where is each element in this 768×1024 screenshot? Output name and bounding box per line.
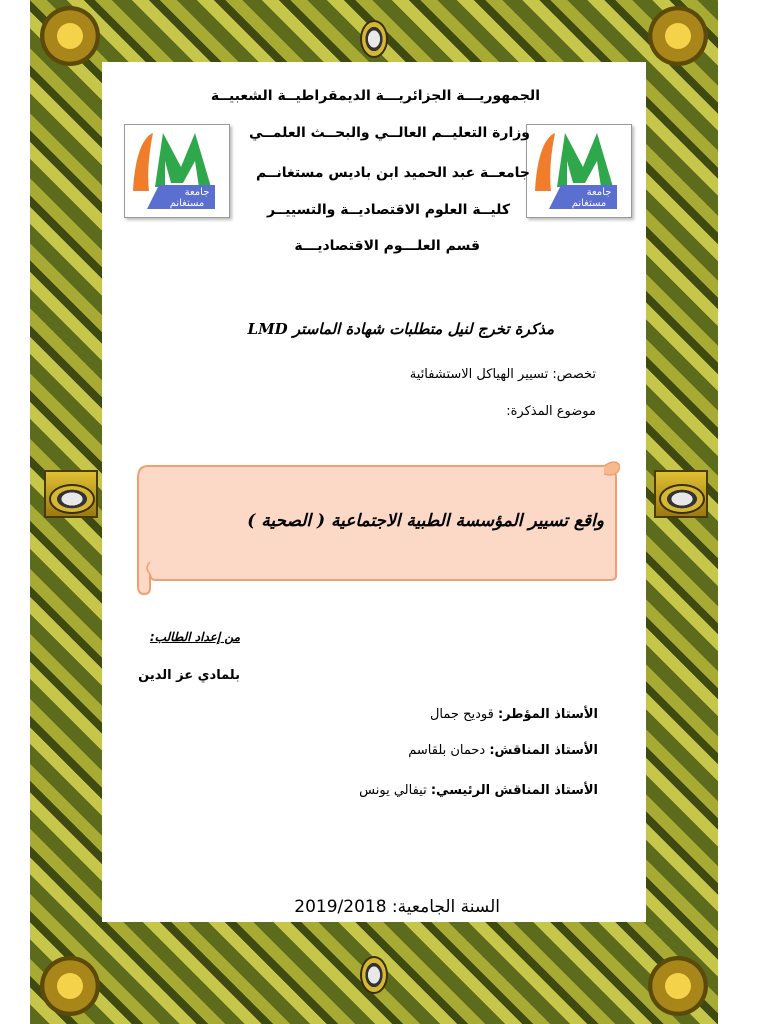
corner-ornament-top-left	[40, 6, 100, 66]
svg-text:مستغانم: مستغانم	[169, 198, 205, 209]
subject-title: واقع تسيير المؤسسة الطبية الاجتماعية ( الصحية )	[247, 511, 604, 531]
header-ministry: وزارة التعليــم العالــي والبحــث العلمــي	[249, 125, 530, 141]
chief-examiner-label: الأستاذ المناقش الرئيسي:	[430, 783, 598, 798]
oval-ornament-bottom	[360, 956, 388, 994]
examiner-name: دحمان بلقاسم	[408, 743, 486, 758]
header-faculty: كليــة العلوم الاقتصاديــة والتسييــر	[266, 202, 510, 218]
oval-ornament-right	[659, 484, 705, 514]
university-logo-graphic	[527, 125, 631, 217]
corner-ornament-bottom-right	[648, 956, 708, 1016]
svg-text:جامعة: جامعة	[184, 187, 210, 198]
supervisor-label: الأستاذ المؤطر:	[497, 707, 598, 722]
examiner-row	[380, 743, 598, 758]
subject-label: موضوع المذكرة:	[506, 404, 596, 419]
academic-year: السنة الجامعية: 2019/2018	[294, 897, 500, 917]
examiner-label: الأستاذ المناقش:	[489, 743, 598, 758]
corner-ornament-bottom-left	[40, 956, 100, 1016]
svg-text:مستغانم: مستغانم	[571, 198, 607, 209]
header-university: جامعــة عبد الحميد ابن باديس مستغانــم	[255, 165, 530, 181]
university-logo-left	[124, 124, 230, 218]
specialty: تخصص: تسيير الهياكل الاستشفائية	[409, 367, 596, 382]
university-logo-right	[526, 124, 632, 218]
oval-ornament-left	[49, 484, 95, 514]
oval-ornament-top	[360, 20, 388, 58]
chief-examiner-name: تيفالي يونس	[359, 783, 427, 798]
corner-ornament-top-right	[648, 6, 708, 66]
header-department: قسم العلـــوم الاقتصاديـــة	[294, 238, 480, 254]
university-logo-graphic	[125, 125, 229, 217]
thesis-title: مذكرة تخرج لنيل متطلبات شهادة الماستر LMD	[247, 320, 554, 338]
header-republic: الجمهوريـــة الجزائريـــة الديمقراطيــة الشعبيــة	[210, 88, 540, 104]
chief-examiner-row	[330, 783, 598, 798]
supervisor-row	[380, 707, 598, 722]
supervisor-name: قوديح جمال	[429, 707, 494, 722]
svg-text:جامعة: جامعة	[586, 187, 612, 198]
prepared-by-label: من إعداد الطالب:	[149, 630, 240, 644]
student-name: بلمادي عز الدين	[138, 668, 240, 683]
